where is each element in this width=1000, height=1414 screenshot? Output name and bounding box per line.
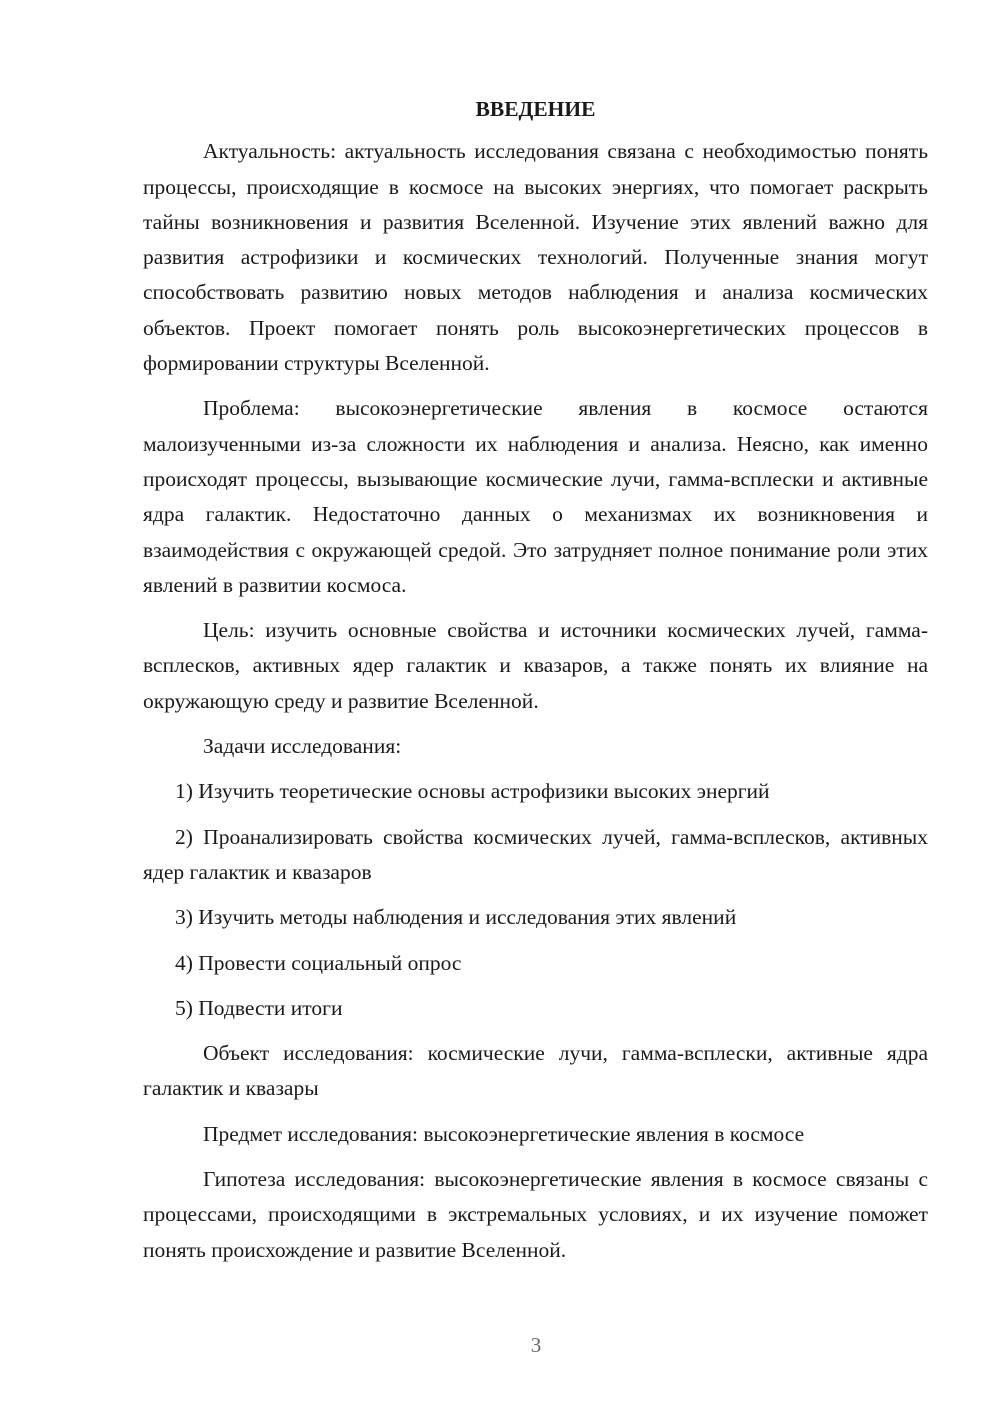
paragraph-subject: Предмет исследования: высокоэнергетические явления в космосе [203,1121,805,1146]
paragraph-relevance: Актуальность: актуальность исследования связана с необходимостью понять процессы, происходящие в космосе на высоких энергиях, что помогает раскрыть тайны возникновения и развития Вселенной. Изучение этих явлений важно для развития астрофизики и космических технологий. Полученные знания могут способствовать развитию новых методов наблюдения и анализа космических объектов. Проект помогает понять роль высокоэнергетических процессов в формировании структуры Вселенной. [143,139,928,376]
paragraph-object: Объект исследования: космические лучи, гамма-всплески, активные ядра галактик и квазары [143,1041,928,1101]
task-item: 1) Изучить теоретические основы астрофизики высоких энергий [175,779,770,804]
task-item: 3) Изучить методы наблюдения и исследования этих явлений [175,905,737,930]
section-title: ВВЕДЕНИЕ [475,97,596,121]
task-item: 4) Провести социальный опрос [175,950,462,975]
task-item: 2) Проанализировать свойства космических лучей, гамма-всплесков, активных ядер галактик и квазаров [143,824,928,884]
task-item: 5) Подвести итоги [175,995,343,1020]
tasks-list [143,774,928,1026]
document-page [143,92,928,1268]
paragraph-hypothesis: Гипотеза исследования: высокоэнергетические явления в космосе связаны с процессами, происходящими в экстремальных условиях, и их изучение поможет понять происхождение и развитие Вселенной. [143,1167,928,1262]
paragraph-tasks-heading: Задачи исследования: [203,734,402,759]
paragraph-goal: Цель: изучить основные свойства и источники космических лучей, гамма-всплесков, активных ядер галактик и квазаров, а также понять их влияние на окружающую среду и развитие Вселенной. [143,618,928,713]
paragraph-problem: Проблема: высокоэнергетические явления в космосе остаются малоизученными из-за сложности их наблюдения и анализа. Неясно, как именно происходят процессы, вызывающие космические лучи, гамма-всплески и активные ядра галактик. Недостаточно данных о механизмах их возникновения и взаимодействия с окружающей средой. Это затрудняет полное понимание роли этих явлений в развитии космоса. [143,396,928,597]
page-number: 3 [530,1333,542,1357]
